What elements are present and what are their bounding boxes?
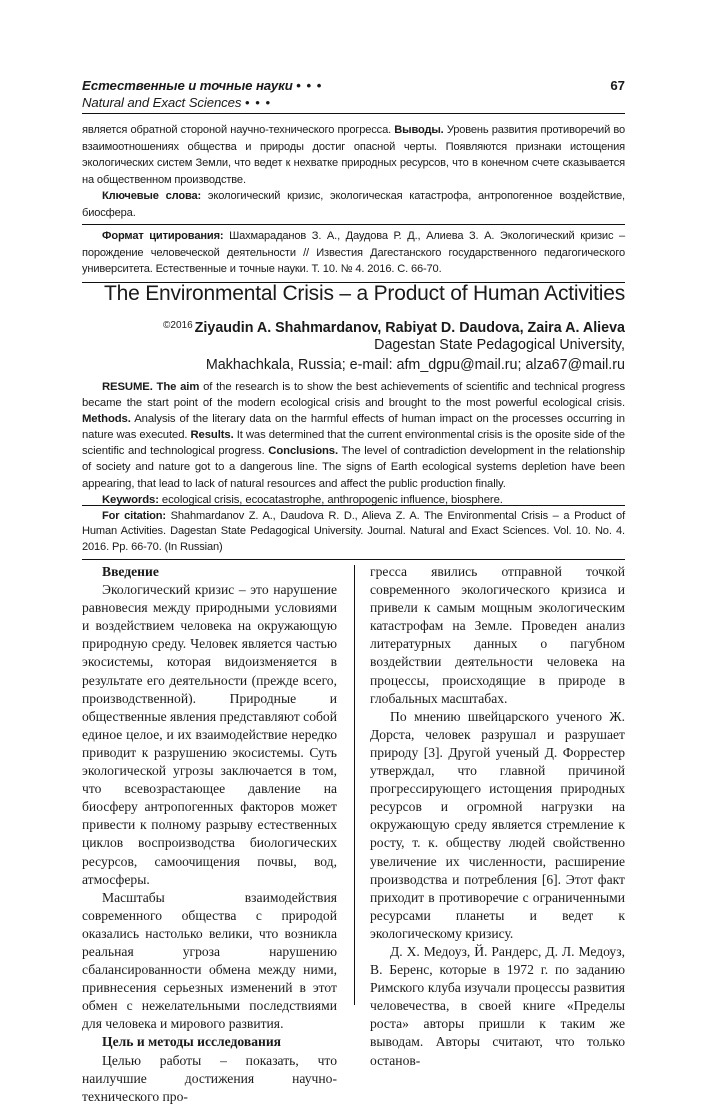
ru-conclusions-text: Уровень развития противоречий во взаимоотношениях общества и природы достиг опасной черты. Появляются признаки истощения экологических систем Земли, что ведет к нехватке природных ресурсов, что в конечном счете сказывается на общественном производстве. — [82, 124, 626, 186]
section-title-ru: Естественные и точные науки — [82, 78, 293, 93]
column-divider — [354, 565, 355, 1005]
methods-text: Analysis of the literary data on the harmful effects of human impact on the processes occurring in nature was executed. — [82, 413, 625, 442]
affiliation-contact: Makhachkala, Russia; e-mail: afm_dgpu@mail.ru; alza67@mail.ru — [205, 356, 625, 373]
body-paragraph: Масштабы взаимодействия современного общества с природой оказались настолько велики, что возникла реальная угроза нарушению сбалансированности обмена между ними, привнесения серьезных изменений в этот обмен с нежелательными последствиями для человека и мирового развития. — [82, 889, 337, 1032]
ru-conclusions-paragraph — [82, 122, 625, 188]
body-paragraph: Экологический кризис – это нарушение равновесия между природными условиями и воздействием человека на окружающую природную среду. Человек является частью экосистемы, которая видоизменяется в результате его деятельности (прежде всего, производственной). Природные и общественные явления представляют собой единое целое, и их взаимодействие нередко приводит к разрушению экосистемы. Суть экологической угрозы заключается в том, что всевозрастающее давление на биосферу антропогенных факторов может привести к полному разрыву естественных циклов воспроизводства биологических ресурсов, самоочищения почвы, вод, атмосферы. — [82, 582, 337, 887]
ru-abstract-tail — [82, 122, 625, 222]
results-text: It was determined that the current environmental crisis is the oposite side of the scientific and technological progress. — [82, 429, 625, 458]
affiliation-university: Dagestan State Pedagogical University, — [374, 337, 625, 353]
ru-conclusions-label: Выводы. — [394, 124, 444, 136]
ru-citation-text: Шахмараданов З. А., Даудова Р. Д., Алиева З. А. Экологический кризис – порождение человеческой деятельности // Известия Дагестанского государственного педагогического университета. Естественные и точные науки. Т. 10. № 4. 2016. С. 66-70. — [82, 230, 626, 276]
left-column — [82, 563, 337, 1106]
page-number: 67 — [610, 78, 625, 93]
ru-citation-label: Формат цитирования: — [102, 230, 224, 242]
en-resume-paragraph — [82, 379, 625, 492]
en-citation-text: Shahmardanov Z. A., Daudova R. D., Alieva Z. A. The Environmental Crisis – a Product of Human Activities. Dagestan State Pedagogical University. Journal. Natural and Exact Sciences. Vol. 10. No. 4. 2016. Pp. 66-70. (In Russian) — [82, 510, 625, 553]
affiliation — [206, 336, 625, 375]
methods-label: Methods. — [82, 413, 131, 426]
body-paragraph: гресса явились отправной точкой современного экологического кризиса и привели к самым мощным экологическим катастрофам на Земле. Проведен анализ литературных данных о пагубном воздействии деятельности человека на процессы, происходящие в природе в глобальных масштабах. — [370, 564, 625, 706]
en-keywords-label: Keywords: — [102, 493, 159, 506]
body-paragraph: По мнению швейцарского ученого Ж. Дорста, человек разрушал и разрушает природу [3]. Другой ученый Д. Форрестер утверждал, что главной причиной прогрессирующего истощения природных ресурсов и огромной нагрузки на окружающую среду является стремление к росту, т. к. обществу людей свойственно увеличение их численности, расширение производства и потребления [6]. Этот факт приходит в противоречие с ограниченными ресурсами планеты и ведет к экологическому кризису. — [370, 708, 625, 941]
dots-ornament-icon: • • • — [296, 78, 323, 93]
dots-ornament-icon: • • • — [244, 95, 272, 110]
en-citation-paragraph — [82, 509, 625, 555]
ru-keywords-paragraph — [82, 188, 625, 221]
section-heading-introduction: Введение — [102, 564, 159, 579]
section-title-en: Natural and Exact Sciences — [82, 95, 242, 110]
en-abstract — [82, 379, 625, 508]
authors-line — [163, 316, 625, 338]
right-column — [370, 563, 625, 1070]
body-paragraph: Целью работы – показать, что наилучшие достижения научно-технического про- — [82, 1052, 337, 1104]
body-paragraph: Д. Х. Медоуз, Й. Рандерс, Д. Л. Медоуз, В. Беренс, которые в 1972 г. по заданию Римского клуба изучали процессы развития человечества, в своей книге «Пределы роста» авторы пришли к таким же выводам. Авторы считают, что только останов- — [370, 943, 625, 1068]
running-header — [82, 77, 625, 114]
en-citation-box — [82, 505, 625, 560]
section-heading-methods: Цель и методы исследования — [102, 1034, 282, 1050]
conclusions-label: Conclusions. — [268, 445, 339, 458]
ru-keywords-text: экологический кризис, экологическая катастрофа, антропогенное воздействие, биосфера. — [82, 190, 625, 219]
author-names: Ziyaudin A. Shahmardanov, Rabiyat D. Daudova, Zaira A. Alieva — [194, 320, 625, 336]
en-citation-label: For citation: — [102, 510, 166, 522]
article-title-en: The Environmental Crisis – a Product of Human Activities — [103, 282, 625, 305]
copyright-mark: ©2016 — [163, 320, 193, 331]
ru-citation-paragraph — [82, 228, 625, 278]
journal-section-en — [82, 94, 271, 111]
conclusions-text: The level of contradiction development in the relationship of society and nature got to a dangerous line. The signs of Earth ecological systems depletion have been appearing, that lead to lack of natural resources and affect the public production finally. — [82, 445, 625, 490]
results-label: Results. — [190, 429, 234, 442]
ru-abstract-intro: является обратной стороной научно-технического прогресса. — [82, 124, 392, 136]
resume-label: RESUME. The aim — [102, 381, 200, 393]
journal-section-ru — [82, 77, 322, 94]
resume-text: of the research is to show the best achievements of scientific and technical progress became the start point of the modern ecological crisis and brought to the most powerful ecological crisis. — [82, 381, 625, 410]
ru-citation-box — [82, 224, 625, 283]
en-keywords-text: ecological crisis, ecocatastrophe, anthropogenic influence, biosphere. — [161, 493, 503, 506]
ru-keywords-label: Ключевые слова: — [102, 190, 202, 203]
article-body — [82, 563, 625, 1104]
